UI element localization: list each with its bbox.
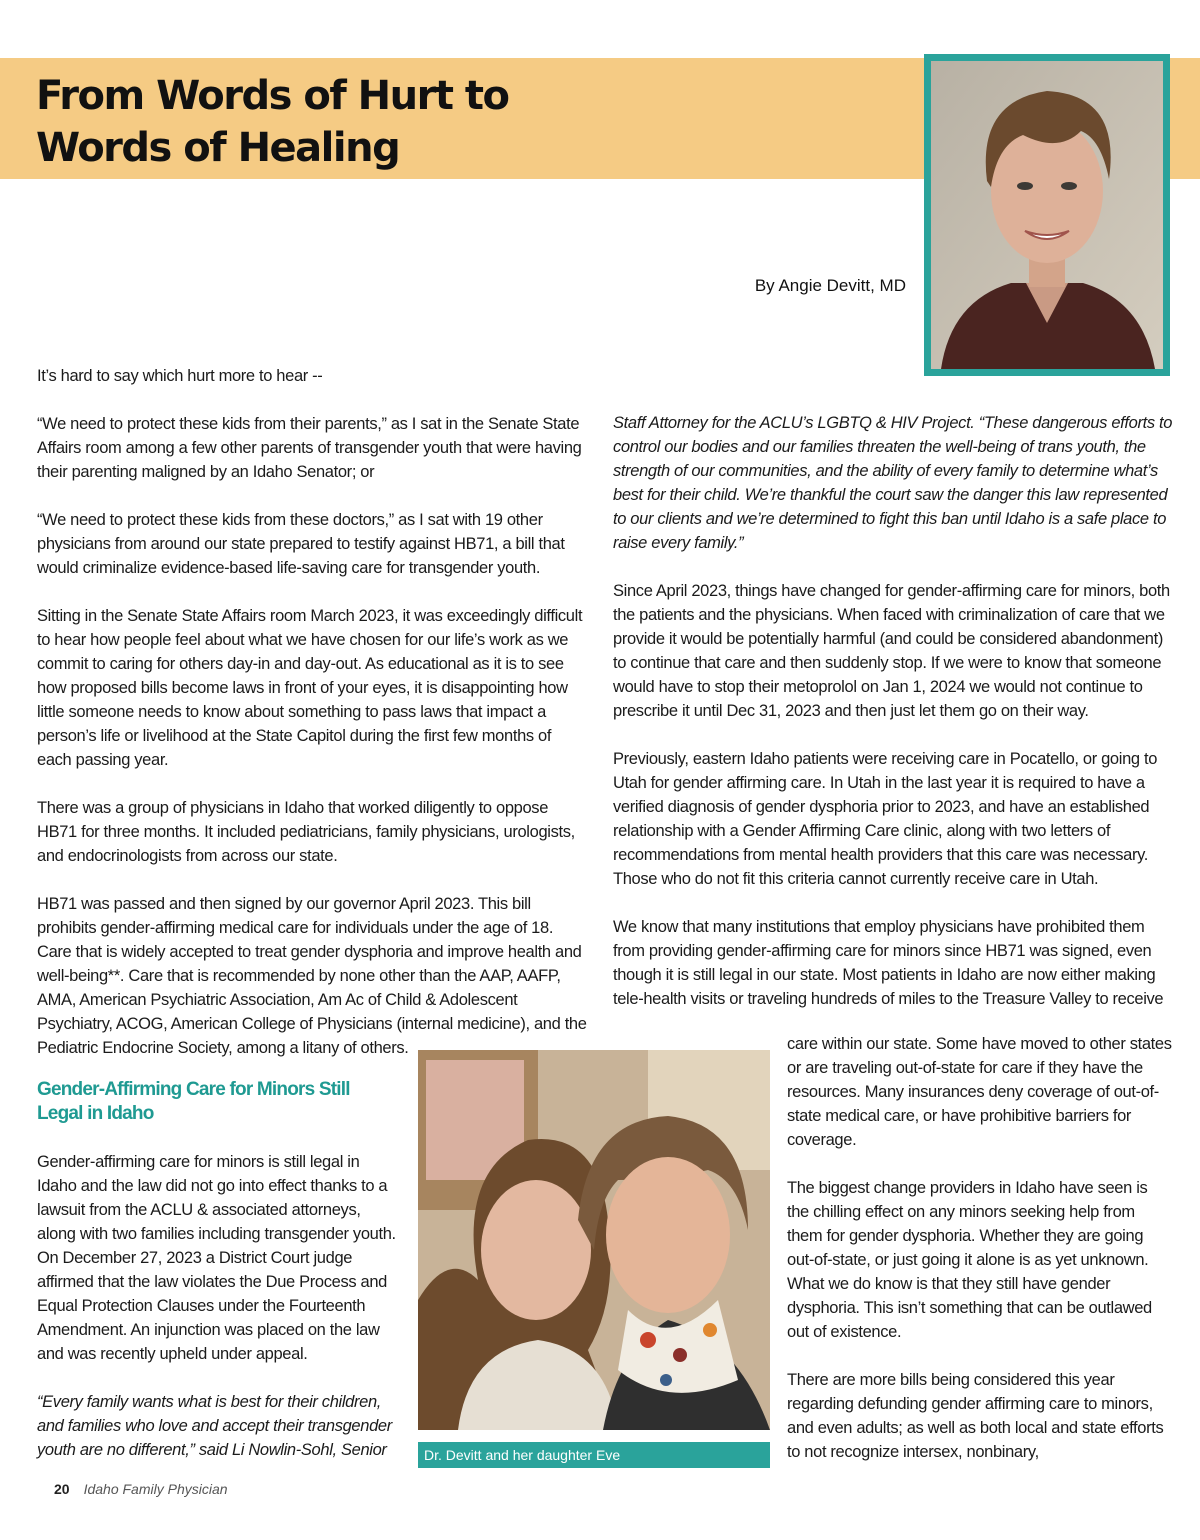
pull-quote-continued: Staff Attorney for the ACLU’s LGBTQ & HIV Project. “These dangerous efforts to control our bodies and our families threaten the well-being of trans youth, the strength of our communities, and the ability of every family to determine what’s best for their child. We’re thankful the court saw the danger this law represented to our clients and we’re determined to fight this ban until Idaho is a safe place to raise every family.” xyxy=(613,414,1173,552)
photo-caption: Dr. Devitt and her daughter Eve xyxy=(418,1442,770,1468)
family-photo-image xyxy=(418,1050,770,1430)
paragraph: We know that many institutions that employ physicians have prohibited them from providing gender-affirming care for minors since HB71 was signed, even though it is still legal in our state. Most patients in Idaho are now either making tele-health visits or traveling hundreds of miles to the Treasure Valley to receive xyxy=(613,918,1164,1008)
paragraph: Since April 2023, things have changed for gender-affirming care for minors, both the patients and the physicians. When faced with criminalization of care that we provide it would be potentially harmful (and could be considered abandonment) to continue that care and then suddenly stop. If we were to know that someone would have to stop their metoprolol on Jan 1, 2024 we would not continue to prescribe it until Dec 31, 2023 and then just let them go on their way. xyxy=(613,582,1170,720)
paragraph: Sitting in the Senate State Affairs room March 2023, it was exceedingly difficult to hear how people feel about what we have chosen for our life’s work as we commit to caring for others day-in and day-out. As educational as it is to see how proposed bills become laws in front of your eyes, it is disappointing how little someone needs to know about something to pass laws that impact a person’s life or livelihood at the State Capitol during the first few months of each passing year. xyxy=(37,607,583,769)
pull-quote: “Every family wants what is best for their children, and families who love and accept their transgender youth are no different,” said Li Nowlin-Sohl, Senior xyxy=(37,1393,392,1459)
paragraph: “We need to protect these kids from their parents,” as I sat in the Senate State Affairs room among a few other parents of transgender youth that were having their parenting maligned by an Idaho Senator; or xyxy=(37,415,582,481)
magazine-name: Idaho Family Physician xyxy=(83,1481,228,1497)
paragraph: care within our state. Some have moved to other states or are traveling out-of-state for care if they have the resources. Many insurances deny coverage of out-of-state medical care, or have prohibitive barriers for coverage. xyxy=(787,1035,1172,1149)
right-narrow-column xyxy=(787,1032,1172,1464)
author-portrait-image xyxy=(931,61,1163,369)
paragraph: There was a group of physicians in Idaho that worked diligently to oppose HB71 for three months. It included pediatricians, family physicians, urologists, and endocrinologists from across our state. xyxy=(37,799,575,865)
page-footer xyxy=(54,1481,228,1497)
family-photo xyxy=(418,1050,770,1430)
paragraph: The biggest change providers in Idaho have seen is the chilling effect on any minors seeking help from them for gender dysphoria. Whether they are going out-of-state, or just going it alone is as yet unknown. What we do know is that they still have gender dysphoria. This isn’t something that can be outlawed out of existence. xyxy=(787,1179,1152,1341)
paragraph: Previously, eastern Idaho patients were receiving care in Pocatello, or going to Utah for gender affirming care. In Utah in the last year it is required to have a verified diagnosis of gender dysphoria prior to 2023, and have an established relationship with a Gender Affirming Care clinic, along with two letters of recommendations from mental health providers that this care was necessary. Those who do not fit this criteria cannot currently receive care in Utah. xyxy=(613,750,1158,888)
article-title xyxy=(36,70,736,174)
paragraph: It’s hard to say which hurt more to hear -- xyxy=(37,367,323,385)
title-line-1: From Words of Hurt to xyxy=(36,73,509,119)
page-number: 20 xyxy=(54,1481,70,1497)
paragraph: HB71 was passed and then signed by our governor April 2023. This bill prohibits gender-affirming medical care for individuals under the age of 18. Care that is widely accepted to treat gender dysphoria and improve health and well-being**. Care that is recommended by none other than the AAP, AAFP, AMA, American Psychiatric Association, Am Ac of Child & Adolescent Psychiatry, ACOG, American College of Physicians (internal medicine), and the Pediatric Endocrine Society, among a litany of others. xyxy=(37,895,587,1057)
paragraph: Gender-affirming care for minors is still legal in Idaho and the law did not go into effect thanks to a lawsuit from the ACLU & associated attorneys, along with two families including transgender youth. On December 27, 2023 a District Court judge affirmed that the law violates the Due Process and Equal Protection Clauses under the Fourteenth Amendment. An injunction was placed on the law and was recently upheld under appeal. xyxy=(37,1153,396,1363)
right-column xyxy=(613,411,1173,1011)
paragraph: “We need to protect these kids from these doctors,” as I sat with 19 other physicians from around our state prepared to testify against HB71, a bill that would criminalize evidence-based life-saving care for transgender youth. xyxy=(37,511,565,577)
author-portrait xyxy=(924,54,1170,376)
section-subhead: Gender-Affirming Care for Minors Still Legal in Idaho xyxy=(37,1079,350,1124)
author-byline: By Angie Devitt, MD xyxy=(754,276,906,295)
legal-status-section xyxy=(37,1078,397,1462)
title-line-2: Words of Healing xyxy=(36,125,400,171)
left-column xyxy=(37,364,589,1060)
paragraph: There are more bills being considered this year regarding defunding gender affirming care to minors, and even adults; as well as both local and state efforts to not recognize intersex, nonbinary, xyxy=(787,1371,1164,1461)
